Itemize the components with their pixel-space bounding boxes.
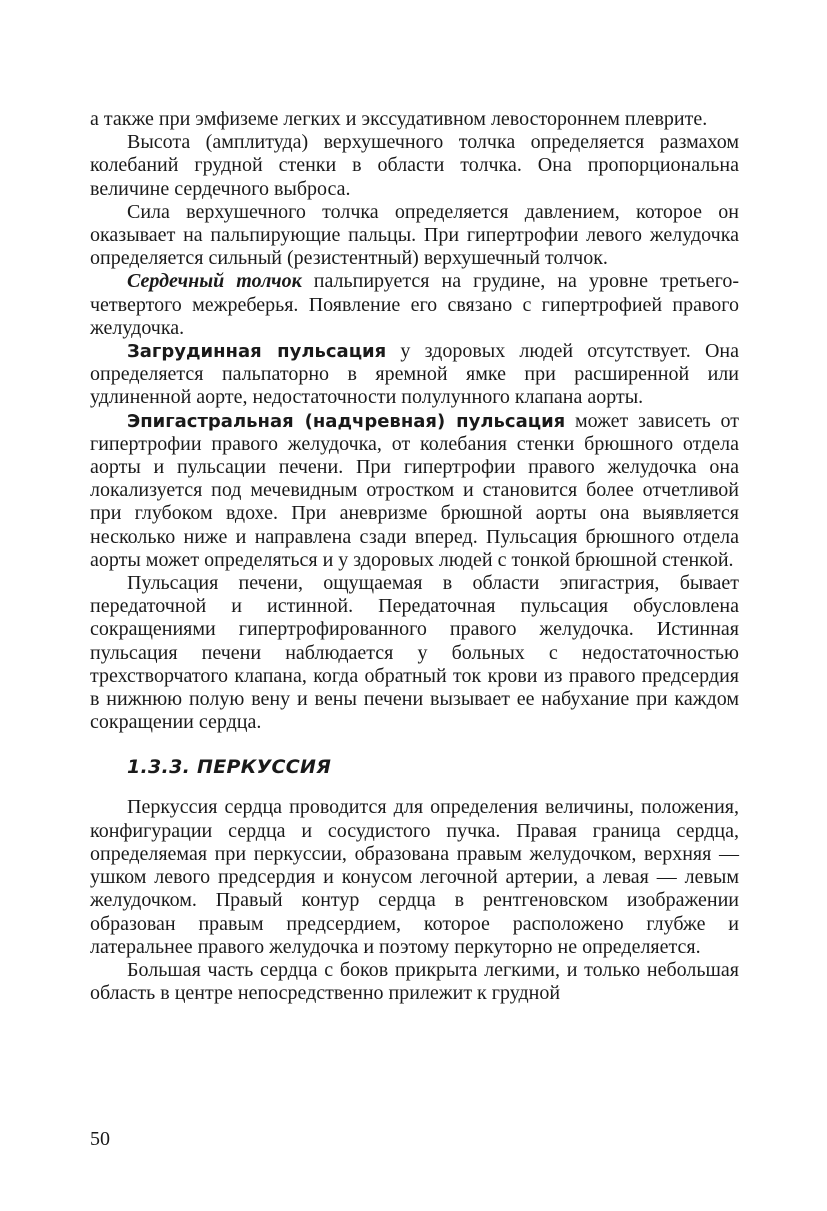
paragraph-percussion-intro: Перкуссия сердца проводится для определения величины, положения, конфигурации сердца и сосудистого пучка. Правая граница сердца, определяемая при перкуссии, образована правым желудочком, верхняя — ушком левого предсердия и конусом легочной артерии, а левая — левым желудочком. Правый контур сердца в рентгеновском изображении образован правым предсердием, которое расположено глубже и латеральнее правого желудочка и поэтому перкуторно не определяется. xyxy=(90,796,739,958)
term-epigastric-pulsation: Эпигастральная (надчревная) пульсация xyxy=(127,410,566,432)
paragraph-retrosternal-pulsation-text: у здоровых людей отсутствует. Она определяется пальпаторно в яремной ямке при расширенной или удлиненной аорте, недостаточности полулунного клапана аорты. xyxy=(90,340,740,409)
paragraph-retrosternal-pulsation xyxy=(90,340,739,410)
section-heading: 1.3.3. ПЕРКУССИЯ xyxy=(127,756,332,779)
paragraph-apex-beat-amplitude: Высота (амплитуда) верхушечного толчка определяется размахом колебаний грудной стенки в области толчка. Она пропорциональна величине сердечного выброса. xyxy=(90,131,739,200)
paragraph-percussion-lungs: Большая часть сердца с боков прикрыта легкими, и только небольшая область в центре непосредственно прилежит к грудной xyxy=(90,958,739,1005)
paragraph-liver-pulsation: Пульсация печени, ощущаемая в области эпигастрия, бывает передаточной и истинной. Передаточная пульсация обусловлена сокращениями гипертрофированного правого желудочка. Истинная пульсация печени наблюдается у больных с недостаточностью трехстворчатого клапана, когда обратный ток крови из правого предсердия в нижнюю полую вену и вены печени вызывает ее набухание при каждом сокращении сердца. xyxy=(90,572,739,734)
paragraph-cardiac-impulse-text: пальпируется на грудине, на уровне третьего-четвертого межреберья. Появление его связано с гипертрофией правого желудочка. xyxy=(90,270,740,339)
paragraph-emphysema-continuation: а также при эмфиземе легких и экссудативном левостороннем плеврите. xyxy=(90,108,708,130)
paragraph-cardiac-impulse xyxy=(90,270,739,340)
term-retrosternal-pulsation: Загрудинная пульсация xyxy=(127,341,387,363)
paragraph-epigastric-pulsation xyxy=(90,410,739,572)
paragraph-epigastric-pulsation-text: может зависеть от гипертрофии правого желудочка, от колебания стенки брюшного отдела аорты и пульсации печени. При гипертрофии правого желудочка она локализуется под мечевидным отростком и становится более отчетливой при глубоком вдохе. При аневризме брюшной аорты она выявляется несколько ниже и направлена сзади вперед. Пульсация брюшного отдела аорты может определяться и у здоровых людей с тонкой брюшной стенкой. xyxy=(90,409,739,571)
page-number: 50 xyxy=(90,1128,110,1150)
term-cardiac-impulse: Сердечный толчок xyxy=(127,270,302,293)
paragraph-apex-beat-force: Сила верхушечного толчка определяется давлением, которое он оказывает на пальпирующие пальцы. При гипертрофии левого желудочка определяется сильный (резистентный) верхушечный толчок. xyxy=(90,200,739,270)
page-body xyxy=(90,108,739,1005)
